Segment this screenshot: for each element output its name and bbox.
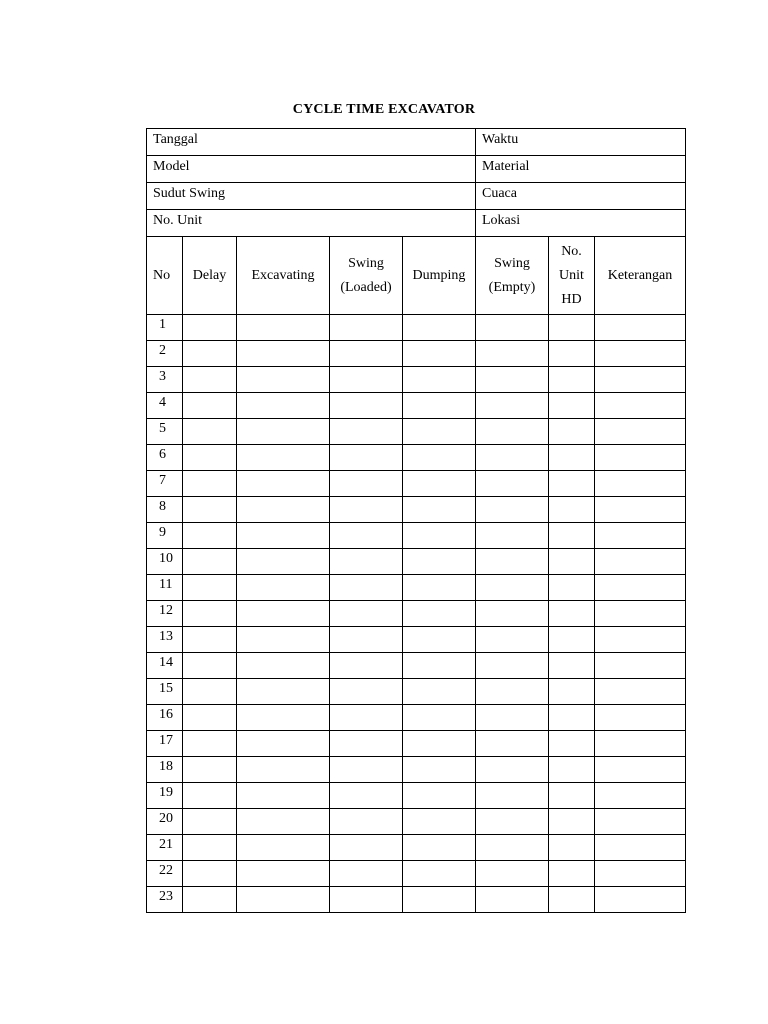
entry-cell-dumping[interactable] [403, 497, 476, 523]
entry-cell-swing-loaded[interactable] [330, 861, 403, 887]
entry-cell-delay[interactable] [183, 653, 237, 679]
entry-cell-no-unit-hd[interactable] [549, 601, 595, 627]
entry-cell-swing-empty[interactable] [476, 783, 549, 809]
table-row [147, 731, 686, 757]
entry-cell-dumping[interactable] [403, 419, 476, 445]
no-unit-hd-line2: Unit [559, 267, 584, 283]
table-row [147, 315, 686, 341]
entry-cell-swing-empty[interactable] [476, 679, 549, 705]
info-label-cuaca: Cuaca [476, 183, 686, 210]
entry-cell-swing-loaded[interactable] [330, 783, 403, 809]
table-row [147, 679, 686, 705]
entry-cell-swing-loaded[interactable] [330, 575, 403, 601]
row-number: 7 [147, 471, 183, 497]
entry-cell-delay[interactable] [183, 809, 237, 835]
entry-cell-swing-empty[interactable] [476, 341, 549, 367]
entry-cell-keterangan[interactable] [595, 601, 686, 627]
row-number: 3 [147, 367, 183, 393]
entry-cell-swing-loaded[interactable] [330, 523, 403, 549]
row-number: 2 [147, 341, 183, 367]
entry-cell-swing-loaded[interactable] [330, 393, 403, 419]
entry-cell-delay[interactable] [183, 679, 237, 705]
entry-cell-swing-empty[interactable] [476, 835, 549, 861]
entry-cell-excavating[interactable] [237, 367, 330, 393]
swing-loaded-line2: (Loaded) [340, 279, 392, 295]
entry-cell-delay[interactable] [183, 627, 237, 653]
entry-cell-delay[interactable] [183, 393, 237, 419]
entry-cell-excavating[interactable] [237, 471, 330, 497]
entry-cell-keterangan[interactable] [595, 315, 686, 341]
entry-cell-dumping[interactable] [403, 809, 476, 835]
entry-cell-excavating[interactable] [237, 497, 330, 523]
entry-cell-no-unit-hd[interactable] [549, 497, 595, 523]
entry-cell-excavating[interactable] [237, 549, 330, 575]
no-unit-hd-line1: No. [561, 243, 582, 259]
table-row [147, 783, 686, 809]
entry-cell-keterangan[interactable] [595, 653, 686, 679]
entry-cell-swing-empty[interactable] [476, 861, 549, 887]
column-header-delay: Delay [183, 237, 237, 315]
info-label-model: Model [147, 156, 476, 183]
entry-cell-keterangan[interactable] [595, 523, 686, 549]
table-row [147, 393, 686, 419]
entry-cell-no-unit-hd[interactable] [549, 887, 595, 913]
entry-cell-delay[interactable] [183, 575, 237, 601]
entry-cell-no-unit-hd[interactable] [549, 445, 595, 471]
entry-cell-swing-empty[interactable] [476, 575, 549, 601]
row-number: 5 [147, 419, 183, 445]
entry-cell-delay[interactable] [183, 497, 237, 523]
entry-cell-excavating[interactable] [237, 523, 330, 549]
entry-cell-delay[interactable] [183, 601, 237, 627]
entry-cell-swing-empty[interactable] [476, 393, 549, 419]
entry-cell-swing-loaded[interactable] [330, 497, 403, 523]
row-number: 16 [147, 705, 183, 731]
entry-cell-no-unit-hd[interactable] [549, 315, 595, 341]
info-label-material: Material [476, 156, 686, 183]
entry-cell-keterangan[interactable] [595, 627, 686, 653]
entry-cell-dumping[interactable] [403, 679, 476, 705]
entry-cell-swing-loaded[interactable] [330, 757, 403, 783]
entry-cell-swing-empty[interactable] [476, 601, 549, 627]
entry-cell-keterangan[interactable] [595, 809, 686, 835]
entry-cell-no-unit-hd[interactable] [549, 731, 595, 757]
entry-cell-no-unit-hd[interactable] [549, 653, 595, 679]
entry-cell-dumping[interactable] [403, 705, 476, 731]
row-number: 13 [147, 627, 183, 653]
swing-empty-line1: Swing [494, 255, 530, 271]
row-number: 11 [147, 575, 183, 601]
table-row [147, 627, 686, 653]
entry-cell-excavating[interactable] [237, 783, 330, 809]
entry-cell-no-unit-hd[interactable] [549, 835, 595, 861]
entry-cell-dumping[interactable] [403, 887, 476, 913]
entry-cell-swing-loaded[interactable] [330, 679, 403, 705]
table-row [147, 367, 686, 393]
column-header-row [147, 237, 686, 315]
table-row [147, 601, 686, 627]
table-row [147, 705, 686, 731]
entry-cell-dumping[interactable] [403, 757, 476, 783]
entry-cell-excavating[interactable] [237, 575, 330, 601]
entry-cell-delay[interactable] [183, 731, 237, 757]
entry-cell-keterangan[interactable] [595, 731, 686, 757]
entry-cell-dumping[interactable] [403, 575, 476, 601]
form-title: CYCLE TIME EXCAVATOR [292, 102, 476, 117]
entry-cell-swing-empty[interactable] [476, 549, 549, 575]
entry-cell-swing-empty[interactable] [476, 809, 549, 835]
entry-cell-keterangan[interactable] [595, 887, 686, 913]
entry-cell-no-unit-hd[interactable] [549, 861, 595, 887]
entry-cell-swing-loaded[interactable] [330, 627, 403, 653]
entry-cell-delay[interactable] [183, 705, 237, 731]
entry-cell-swing-empty[interactable] [476, 367, 549, 393]
row-number: 4 [147, 393, 183, 419]
entry-cell-delay[interactable] [183, 783, 237, 809]
entry-cell-swing-loaded[interactable] [330, 341, 403, 367]
entry-cell-no-unit-hd[interactable] [549, 471, 595, 497]
entry-cell-keterangan[interactable] [595, 445, 686, 471]
entry-cell-swing-empty[interactable] [476, 731, 549, 757]
entry-cell-swing-loaded[interactable] [330, 731, 403, 757]
row-number: 17 [147, 731, 183, 757]
entry-cell-swing-loaded[interactable] [330, 419, 403, 445]
entry-cell-dumping[interactable] [403, 445, 476, 471]
row-number: 18 [147, 757, 183, 783]
table-row [147, 575, 686, 601]
entry-cell-delay[interactable] [183, 835, 237, 861]
entry-cell-swing-loaded[interactable] [330, 887, 403, 913]
table-row [147, 861, 686, 887]
info-label-sudut-swing: Sudut Swing [147, 183, 476, 210]
entry-cell-excavating[interactable] [237, 445, 330, 471]
entry-cell-swing-empty[interactable] [476, 627, 549, 653]
entry-cell-swing-empty[interactable] [476, 471, 549, 497]
entry-cell-swing-empty[interactable] [476, 887, 549, 913]
entry-cell-excavating[interactable] [237, 393, 330, 419]
entry-cell-keterangan[interactable] [595, 341, 686, 367]
entry-cell-keterangan[interactable] [595, 783, 686, 809]
entry-cell-delay[interactable] [183, 861, 237, 887]
entry-cell-excavating[interactable] [237, 835, 330, 861]
entry-cell-dumping[interactable] [403, 367, 476, 393]
entry-cell-excavating[interactable] [237, 341, 330, 367]
entry-cell-keterangan[interactable] [595, 575, 686, 601]
entry-cell-dumping[interactable] [403, 341, 476, 367]
no-unit-hd-line3: HD [561, 291, 582, 307]
entry-cell-delay[interactable] [183, 367, 237, 393]
entry-cell-no-unit-hd[interactable] [549, 679, 595, 705]
info-row-model [147, 156, 686, 183]
entry-cell-delay[interactable] [183, 757, 237, 783]
entry-cell-swing-loaded[interactable] [330, 835, 403, 861]
entry-cell-dumping[interactable] [403, 393, 476, 419]
entry-cell-swing-empty[interactable] [476, 653, 549, 679]
entry-cell-excavating[interactable] [237, 653, 330, 679]
entry-cell-dumping[interactable] [403, 601, 476, 627]
swing-empty-line2: (Empty) [488, 279, 536, 295]
row-number: 6 [147, 445, 183, 471]
entry-cell-dumping[interactable] [403, 523, 476, 549]
entry-cell-dumping[interactable] [403, 783, 476, 809]
entry-cell-no-unit-hd[interactable] [549, 549, 595, 575]
entry-cell-delay[interactable] [183, 523, 237, 549]
row-number: 15 [147, 679, 183, 705]
entry-cell-swing-empty[interactable] [476, 497, 549, 523]
entry-cell-excavating[interactable] [237, 887, 330, 913]
entry-cell-excavating[interactable] [237, 861, 330, 887]
entry-cell-keterangan[interactable] [595, 835, 686, 861]
column-header-swing-empty [476, 237, 549, 315]
info-label-no-unit: No. Unit [147, 210, 476, 237]
entry-cell-swing-loaded[interactable] [330, 549, 403, 575]
cycle-time-table [146, 128, 686, 913]
entry-cell-delay[interactable] [183, 445, 237, 471]
table-row [147, 341, 686, 367]
column-header-keterangan: Keterangan [595, 237, 686, 315]
entry-cell-no-unit-hd[interactable] [549, 419, 595, 445]
entry-cell-no-unit-hd[interactable] [549, 523, 595, 549]
entry-cell-no-unit-hd[interactable] [549, 783, 595, 809]
entry-cell-dumping[interactable] [403, 653, 476, 679]
entry-cell-keterangan[interactable] [595, 471, 686, 497]
entry-cell-swing-loaded[interactable] [330, 653, 403, 679]
table-row [147, 445, 686, 471]
entry-cell-dumping[interactable] [403, 835, 476, 861]
entry-cell-delay[interactable] [183, 315, 237, 341]
entry-cell-delay[interactable] [183, 341, 237, 367]
entry-cell-keterangan[interactable] [595, 419, 686, 445]
entry-cell-keterangan[interactable] [595, 367, 686, 393]
entry-cell-swing-empty[interactable] [476, 705, 549, 731]
column-header-swing-loaded [330, 237, 403, 315]
row-number: 19 [147, 783, 183, 809]
column-header-excavating: Excavating [237, 237, 330, 315]
entry-cell-swing-loaded[interactable] [330, 705, 403, 731]
info-row-tanggal [147, 129, 686, 156]
entry-cell-no-unit-hd[interactable] [549, 393, 595, 419]
entry-cell-excavating[interactable] [237, 809, 330, 835]
row-number: 23 [147, 887, 183, 913]
info-row-sudut-swing [147, 183, 686, 210]
entry-cell-delay[interactable] [183, 549, 237, 575]
entry-cell-no-unit-hd[interactable] [549, 367, 595, 393]
entry-cell-keterangan[interactable] [595, 705, 686, 731]
entry-cell-excavating[interactable] [237, 627, 330, 653]
info-label-waktu: Waktu [476, 129, 686, 156]
entry-cell-swing-loaded[interactable] [330, 367, 403, 393]
entry-cell-dumping[interactable] [403, 549, 476, 575]
entry-cell-dumping[interactable] [403, 627, 476, 653]
table-row [147, 809, 686, 835]
entry-cell-swing-empty[interactable] [476, 315, 549, 341]
info-label-lokasi: Lokasi [476, 210, 686, 237]
column-header-dumping: Dumping [403, 237, 476, 315]
column-header-no: No [147, 237, 183, 315]
entry-cell-no-unit-hd[interactable] [549, 575, 595, 601]
row-number: 12 [147, 601, 183, 627]
row-number: 20 [147, 809, 183, 835]
entry-cell-no-unit-hd[interactable] [549, 809, 595, 835]
table-row [147, 887, 686, 913]
row-number: 22 [147, 861, 183, 887]
entry-cell-keterangan[interactable] [595, 497, 686, 523]
entry-cell-swing-empty[interactable] [476, 419, 549, 445]
table-row [147, 471, 686, 497]
entry-cell-dumping[interactable] [403, 861, 476, 887]
entry-cell-no-unit-hd[interactable] [549, 627, 595, 653]
entry-cell-swing-loaded[interactable] [330, 471, 403, 497]
swing-loaded-line1: Swing [348, 255, 384, 271]
entry-cell-excavating[interactable] [237, 757, 330, 783]
entry-cell-keterangan[interactable] [595, 393, 686, 419]
entry-cell-dumping[interactable] [403, 315, 476, 341]
info-label-tanggal: Tanggal [147, 129, 476, 156]
table-row [147, 497, 686, 523]
entry-cell-keterangan[interactable] [595, 549, 686, 575]
entry-cell-keterangan[interactable] [595, 757, 686, 783]
row-number: 14 [147, 653, 183, 679]
entry-cell-keterangan[interactable] [595, 679, 686, 705]
entry-cell-delay[interactable] [183, 887, 237, 913]
info-row-no-unit [147, 210, 686, 237]
row-number: 10 [147, 549, 183, 575]
entry-cell-swing-empty[interactable] [476, 523, 549, 549]
entry-cell-swing-empty[interactable] [476, 445, 549, 471]
entry-cell-swing-empty[interactable] [476, 757, 549, 783]
entry-cell-swing-loaded[interactable] [330, 445, 403, 471]
entry-cell-excavating[interactable] [237, 419, 330, 445]
column-header-no-unit-hd [549, 237, 595, 315]
entry-cell-swing-loaded[interactable] [330, 315, 403, 341]
entry-cell-no-unit-hd[interactable] [549, 341, 595, 367]
entry-cell-swing-loaded[interactable] [330, 601, 403, 627]
entry-cell-excavating[interactable] [237, 601, 330, 627]
table-row [147, 419, 686, 445]
entry-cell-swing-loaded[interactable] [330, 809, 403, 835]
table-row [147, 523, 686, 549]
entry-cell-delay[interactable] [183, 471, 237, 497]
table-row [147, 835, 686, 861]
entry-cell-dumping[interactable] [403, 731, 476, 757]
entry-cell-excavating[interactable] [237, 731, 330, 757]
entry-cell-delay[interactable] [183, 419, 237, 445]
table-row [147, 549, 686, 575]
entry-cell-excavating[interactable] [237, 705, 330, 731]
entry-cell-dumping[interactable] [403, 471, 476, 497]
row-number: 8 [147, 497, 183, 523]
row-number: 21 [147, 835, 183, 861]
entry-cell-no-unit-hd[interactable] [549, 705, 595, 731]
entry-cell-excavating[interactable] [237, 315, 330, 341]
table-row [147, 653, 686, 679]
table-row [147, 757, 686, 783]
entry-cell-excavating[interactable] [237, 679, 330, 705]
row-number: 1 [147, 315, 183, 341]
entry-cell-keterangan[interactable] [595, 861, 686, 887]
row-number: 9 [147, 523, 183, 549]
entry-cell-no-unit-hd[interactable] [549, 757, 595, 783]
